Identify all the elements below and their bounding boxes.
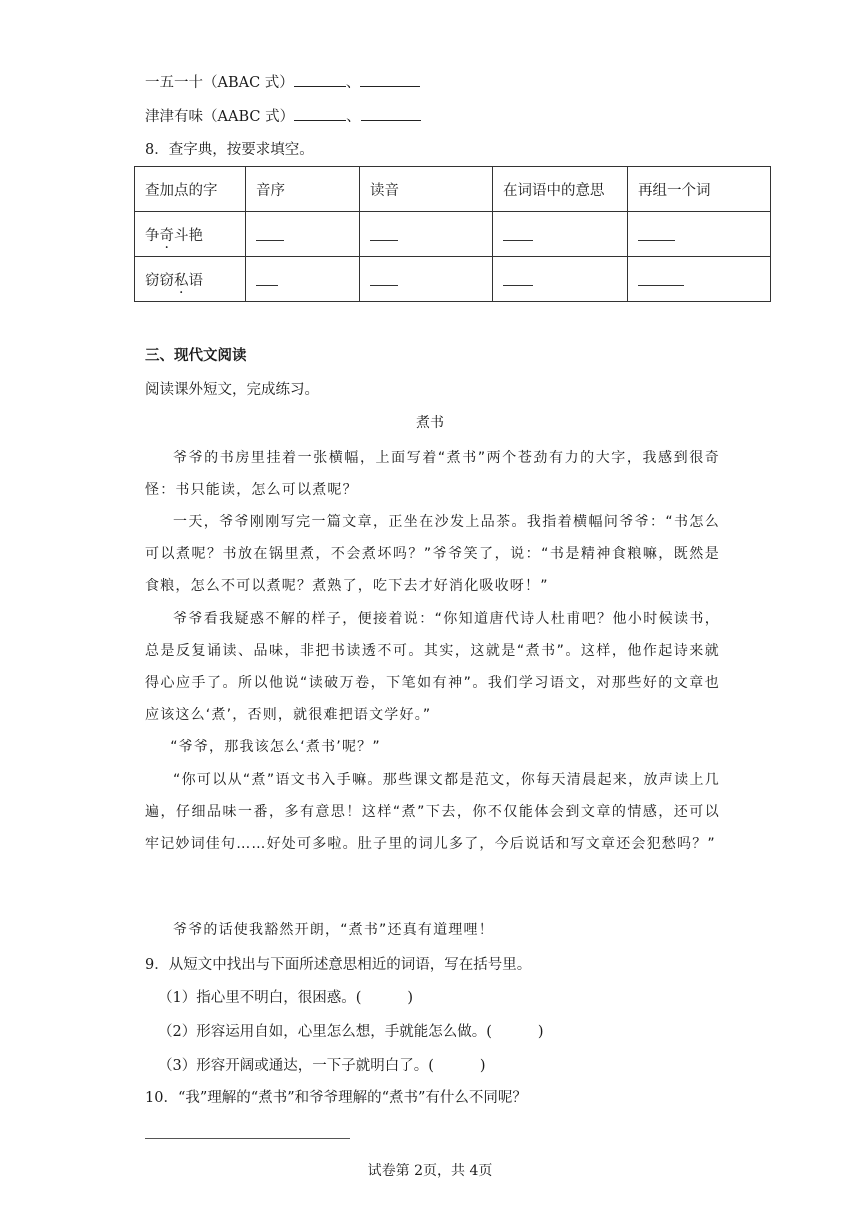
answer-blank[interactable] <box>361 106 421 121</box>
answer-blank[interactable] <box>360 72 420 87</box>
answer-cell[interactable] <box>246 212 360 257</box>
table-row <box>135 212 771 257</box>
separator: 、 <box>345 75 361 91</box>
answer-cell[interactable] <box>493 212 628 257</box>
item-text: （3）形容开阔或通达，一下子就明白了。( <box>158 1058 434 1074</box>
item-text: （1）指心里不明白，很困惑。( <box>158 990 362 1006</box>
table-header: 查加点的字 <box>135 167 246 212</box>
word-part: 窃窃 <box>145 272 174 289</box>
close-paren: ) <box>479 1058 486 1074</box>
word-part: 争 <box>145 227 160 244</box>
word-part: 语 <box>188 272 203 289</box>
word-cell <box>135 257 246 302</box>
item-text: （2）形容运用自如，心里怎么想，手就能怎么做。( <box>158 1024 492 1040</box>
question-8-prompt: 8．查字典，按要求填空。 <box>145 142 314 158</box>
passage-paragraph-6: 爷爷的话使我豁然开朗，“煮书”还真有道理哩！ <box>173 922 494 938</box>
passage-paragraph-4: “爷爷，那我该怎么‘煮书’呢？” <box>170 739 381 755</box>
answer-cell[interactable] <box>628 212 771 257</box>
close-paren: ) <box>407 990 414 1006</box>
word-pattern-line-2 <box>145 106 421 127</box>
word-pattern-label: 一五一十（ABAC 式） <box>145 75 294 91</box>
table-row <box>135 257 771 302</box>
passage-paragraph-5: “你可以从“煮”语文书入手嘛。那些课文都是范文，你每天清晨起来，放声读上几遍，仔细品味一番，多有意思！这样“煮”下去，你不仅能体会到文章的情感，还可以牢记妙词佳句……好处可多啦。肚子里的词儿多了，今后说话和写文章还会犯愁吗？” <box>145 772 720 852</box>
word-part: 斗艳 <box>174 227 203 244</box>
table-header: 再组一个词 <box>628 167 771 212</box>
dictionary-table <box>134 166 771 302</box>
footnote-rule <box>145 1138 350 1139</box>
page-footer: 试卷第 2页，共 4页 <box>367 1163 493 1179</box>
answer-cell[interactable] <box>628 257 771 302</box>
word-pattern-line-1 <box>145 72 420 93</box>
answer-blank[interactable] <box>256 273 278 286</box>
word-pattern-label: 津津有味（AABC 式） <box>145 109 295 125</box>
answer-blank[interactable] <box>638 273 684 286</box>
answer-blank[interactable] <box>370 228 398 241</box>
answer-blank[interactable] <box>294 72 346 87</box>
answer-blank[interactable] <box>256 228 284 241</box>
answer-cell[interactable] <box>360 257 493 302</box>
passage-paragraph-2: 一天，爷爷刚刚写完一篇文章，正坐在沙发上品茶。我指着横幅问爷爷：“书怎么可以煮呢？书放在锅里煮，不会煮坏吗？”爷爷笑了，说：“书是精神食粮嘛，既然是食粮，怎么不可以煮呢？煮熟了，吃下去才好消化吸收呀！” <box>145 514 720 594</box>
answer-blank[interactable] <box>503 228 533 241</box>
section-heading: 三、现代文阅读 <box>145 348 247 364</box>
table-header: 在词语中的意思 <box>493 167 628 212</box>
answer-cell[interactable] <box>360 212 493 257</box>
table-header-row <box>135 167 771 212</box>
answer-cell[interactable] <box>493 257 628 302</box>
question-9-item-3 <box>158 1056 486 1076</box>
separator: 、 <box>346 109 361 125</box>
passage-paragraph-3: 爷爷看我疑惑不解的样子，便接着说：“你知道唐代诗人杜甫吧？他小时候读书，总是反复诵读、品味，非把书读透不可。其实，这就是“煮书”。这样，他作起诗来就得心应手了。所以他说“读破万卷，下笔如有神”。我们学习语文，对那些好的文章也应该这么‘煮’，否则，就很难把语文学好。” <box>145 611 720 723</box>
answer-blank[interactable] <box>638 228 675 241</box>
answer-cell[interactable] <box>246 257 360 302</box>
word-cell <box>135 212 246 257</box>
table-header: 读音 <box>360 167 493 212</box>
passage-title: 煮书 <box>416 415 444 431</box>
question-9-item-2 <box>158 1022 544 1042</box>
question-10-prompt: 10．“我”理解的“煮书”和爷爷理解的“煮书”有什么不同呢？ <box>145 1090 527 1106</box>
table-header: 音序 <box>246 167 360 212</box>
passage-paragraph-1: 爷爷的书房里挂着一张横幅，上面写着“煮书”两个苍劲有力的大字，我感到很奇怪：书只能读，怎么可以煮呢？ <box>145 450 720 498</box>
close-paren: ) <box>537 1024 544 1040</box>
answer-blank[interactable] <box>370 273 398 286</box>
answer-blank[interactable] <box>503 273 533 286</box>
question-9-item-1 <box>158 988 413 1008</box>
answer-blank[interactable] <box>294 106 346 121</box>
question-9-prompt: 9．从短文中找出与下面所述意思相近的词语，写在括号里。 <box>145 957 532 973</box>
reading-instruction: 阅读课外短文，完成练习。 <box>145 382 319 398</box>
dotted-character: 私 <box>174 272 189 289</box>
dotted-character: 奇 <box>159 227 174 244</box>
